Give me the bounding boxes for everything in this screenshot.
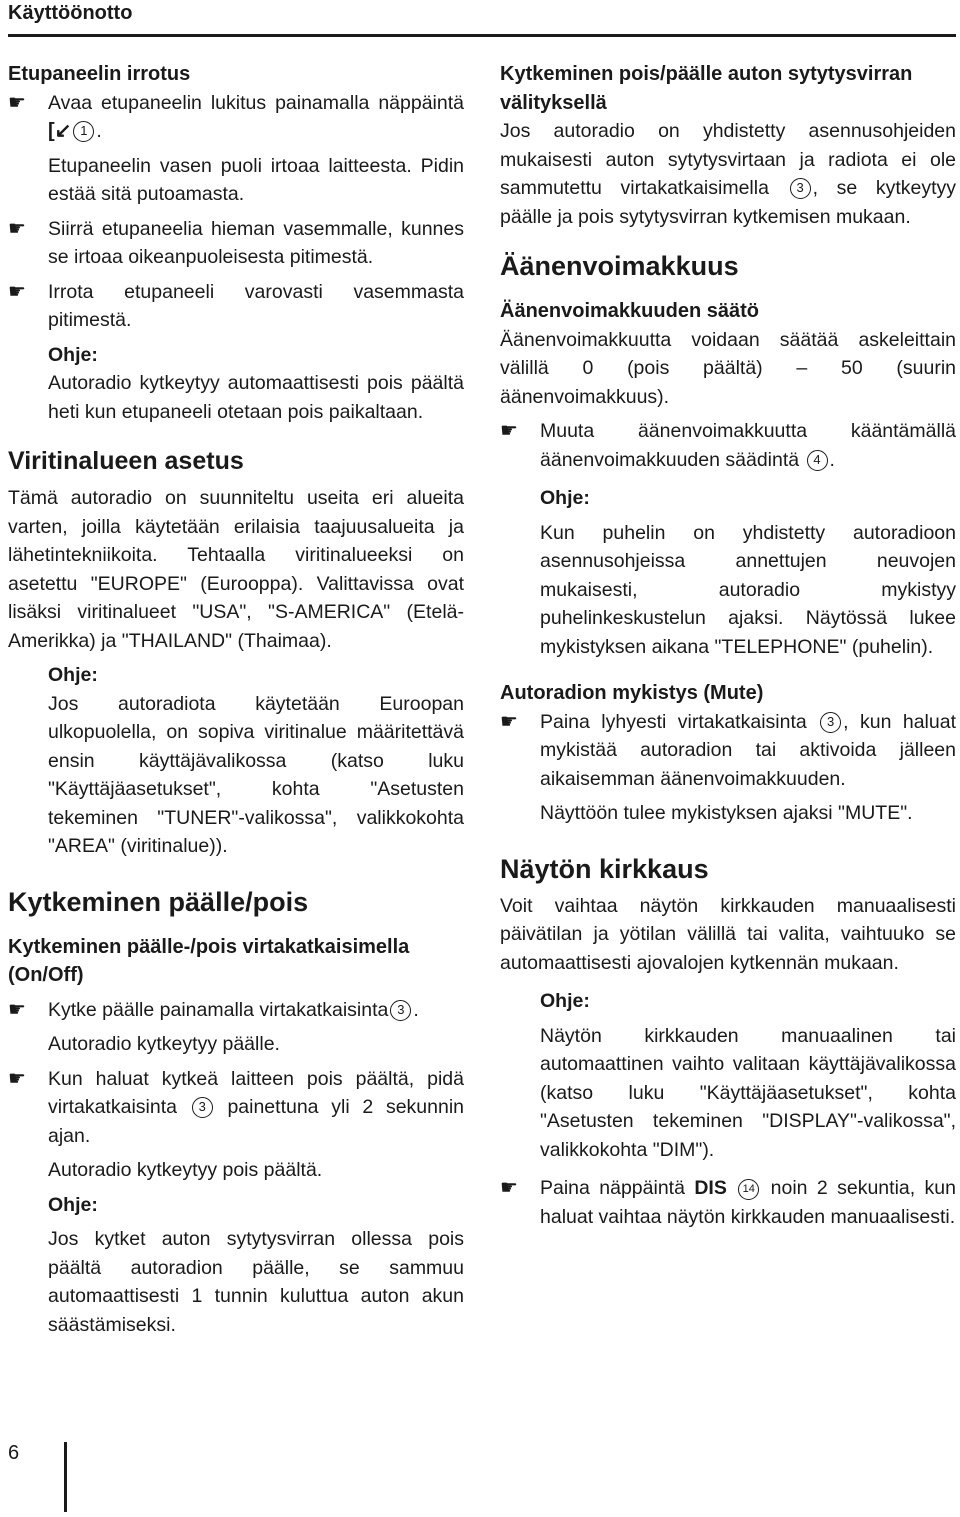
note-text: Autoradio kytkeytyy automaattisesti pois päältä heti kun etupaneeli otetaan pois paikaltaan. [48,372,464,423]
list-item [8,996,464,1025]
release-key-icon: [↙ [48,120,72,142]
note-label: Ohje: [540,990,590,1012]
paragraph-text: , se kytkeytyy päälle ja pois sytytysvirran kytkemisen mukaan. [500,177,957,228]
footer-rule [64,1442,67,1512]
section-heading-kytkeminen: Kytkeminen päälle/pois [8,886,309,917]
list-item [8,89,464,146]
paragraph: Tämä autoradio on suunniteltu useita eri alueita varten, joilla käytetään erilaisia taajuusalueita ja lähetintekniikoita. Tehtaalla viritinalueeksi on asetettu "EUROPE" (Eurooppa). Valittavissa ovat lisäksi viritinalueet "USA", "S-AMERICA" (Etelä-Amerikka) ja "THAILAND" (Thaimaa). [8,487,464,652]
right-column [500,60,956,1231]
pointing-hand-icon: ☛ [8,1067,26,1090]
pointing-hand-icon: ☛ [8,91,26,114]
step-text: Kun haluat kytkeä laitteen pois päältä, pidä virtakatkaisinta [48,1067,464,1118]
left-column [8,60,464,1339]
note-text: Näytön kirkkauden manuaalinen tai automaattinen vaihto valitaan käyttäjävalikossa (katso luku "Käyttäjäasetukset", kohta "Asetusten tekeminen "DISPLAY"-valikossa", valikkokohta "DIM"). [540,1024,956,1161]
paragraph: Äänenvoimakkuutta voidaan säätää askeleittain välillä 0 (pois päältä) – 50 (suurin äänenvoimakkuus). [500,328,956,408]
list-item [8,278,464,335]
punctuation: . [413,998,419,1021]
list-item [500,1174,956,1231]
note-text: Kun puhelin on yhdistetty autoradioon asennusohjeissa annettujen neuvojen mukaisesti, autoradio mykistyy puhelinkeskustelun ajaksi. Näytössä lukee mykistyksen aikana "TELEPHONE" (puhelin). [540,521,956,658]
step-result-text: Näyttöön tulee mykistyksen ajaksi "MUTE". [540,802,913,824]
note-text: Jos kytket auton sytytysvirran ollessa pois päältä autoradion päälle, se sammuu automaattisesti 1 tunnin kuluttua auton akun säästämiseksi. [48,1228,464,1336]
callout-number: 4 [807,450,828,471]
list-item [500,708,956,794]
step-text: noin 2 sekuntia, kun haluat vaihtaa näytön kirkkauden manuaalisesti. [540,1177,956,1228]
note-text: Jos autoradiota käytetään Euroopan ulkopuolella, on sopiva viritinalue määritettävä ensin käyttäjävalikossa (katso luku "Käyttäjäasetukset", kohta "Asetusten tekeminen "TUNER"-valikossa", valikkokohta "AREA" (viritinalue)). [48,692,464,857]
subsection-heading: Äänenvoimakkuuden säätö [500,300,759,322]
note-label: Ohje: [48,664,98,686]
step-text: Siirrä etupaneelia hieman vasemmalle, kunnes se irtoaa oikeanpuoleisesta pitimestä. [48,217,464,268]
callout-number: 3 [390,1000,411,1021]
pointing-hand-icon: ☛ [8,280,26,303]
page-number: 6 [8,1442,20,1464]
paragraph [500,117,956,231]
pointing-hand-icon: ☛ [500,710,518,733]
section-heading-viritin: Viritinalueen asetus [8,447,244,475]
step-result-text: Autoradio kytkeytyy pois päältä. [48,1159,323,1181]
note-label: Ohje: [48,1193,98,1216]
step-text: painettuna yli 2 sekunnin ajan. [48,1096,465,1147]
step-text: , kun haluat mykistää autoradion tai aktivoida jälleen aikaisemman äänenvoimakkuuden. [540,710,956,790]
list-item [8,215,464,272]
section-heading-aani: Äänenvoimakkuus [500,251,739,281]
section-heading-kirkkaus: Näytön kirkkaus [500,853,709,884]
callout-number: 3 [192,1097,213,1118]
paragraph-text: Jos autoradio on yhdistetty asennusohjeiden mukaisesti auton sytytysvirtaan ja radiota ei ole sammutettu virtakatkaisimella [500,120,956,199]
step-text: Paina näppäintä [540,1177,685,1199]
paragraph: Voit vaihtaa näytön kirkkauden manuaalisesti päivätilan ja yötilan välillä tai valita, vaihtuuko se automaattisesti ajovalojen kytkennän mukaan. [500,894,956,974]
list-item [8,1065,464,1151]
pointing-hand-icon: ☛ [500,420,518,442]
pointing-hand-icon: ☛ [500,1177,518,1199]
step-result-text: Etupaneelin vasen puoli irtoaa laitteesta. Pidin estää sitä putoamasta. [48,154,464,205]
step-text: Paina lyhyesti virtakatkaisinta [540,710,807,733]
section-heading-etupaneeli: Etupaneelin irrotus [8,63,191,85]
callout-number: 3 [790,178,811,199]
list-item [500,417,956,474]
step-text: Irrota etupaneeli varovasti vasemmasta pitimestä. [48,280,464,331]
punctuation: . [96,120,102,142]
pointing-hand-icon: ☛ [8,217,26,240]
punctuation: . [829,448,835,471]
step-text: Avaa etupaneelin lukitus painamalla näppäintä [48,91,464,114]
callout-number: 1 [73,121,94,142]
callout-number: 3 [820,712,841,733]
subsection-heading: Kytkeminen päälle-/pois virtakatkaisimella (On/Off) [8,935,410,986]
step-text: Kytke päälle painamalla virtakatkaisinta [48,998,389,1021]
note-label: Ohje: [540,487,590,509]
section-heading-sytytys: Kytkeminen pois/päälle auton sytytysvirran välityksellä [500,63,913,114]
header-rule [8,34,956,37]
note-label: Ohje: [48,343,98,366]
page-header-title: Käyttöönotto [8,2,133,24]
key-label: DIS [694,1177,727,1199]
pointing-hand-icon: ☛ [8,998,26,1021]
callout-number: 14 [738,1179,759,1200]
step-result-text: Autoradio kytkeytyy päälle. [48,1033,280,1055]
step-text: Muuta äänenvoimakkuutta kääntämällä äänenvoimakkuuden säädintä [540,420,956,471]
section-heading-mute: Autoradion mykistys (Mute) [500,682,764,704]
